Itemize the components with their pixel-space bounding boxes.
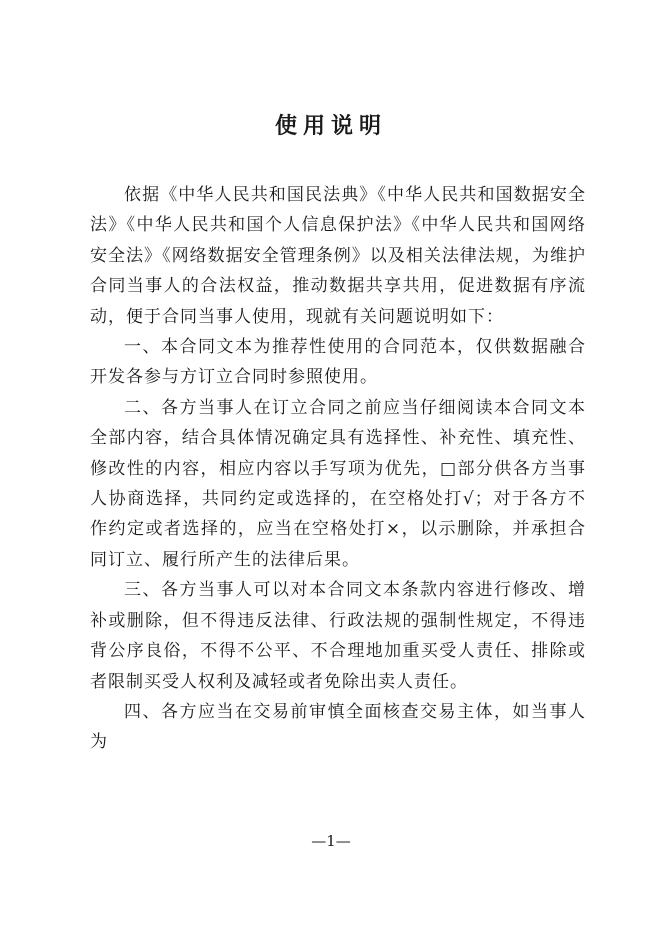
document-body <box>90 180 586 758</box>
page-title: 使用说明 <box>274 113 387 139</box>
page-number: —1— <box>311 832 351 850</box>
paragraph-item-4: 四、各方应当在交易前审慎全面核查交易主体，如当事人为 <box>90 701 586 753</box>
paragraph-item-3: 三、各方当事人可以对本合同文本条款内容进行修改、增补或删除，但不得违反法律、行政法规的强制性规定，不得违背公序良俗，不得不公平、不合理地加重买受人责任、排除或者限制买受人权利及减轻或者免除出卖人责任。 <box>90 580 586 692</box>
paragraph-item-1: 一、本合同文本为推荐性使用的合同范本，仅供数据融合开发各参与方订立合同时参照使用。 <box>90 337 586 388</box>
paragraph-intro: 依据《中华人民共和国民法典》《中华人民共和国数据安全法》《中华人民共和国个人信息保护法》《中华人民共和国网络安全法》《网络数据安全管理条例》以及相关法律法规，为维护合同当事人的合法权益，推动数据共享共用，促进数据有序流动，便于合同当事人使用，现就有关问题说明如下： <box>90 185 586 327</box>
paragraph-item-2: 二、各方当事人在订立合同之前应当仔细阅读本合同文本全部内容，结合具体情况确定具有选择性、补充性、填充性、修改性的内容，相应内容以手写项为优先，□部分供各方当事人协商选择，共同约定或选择的，在空格处打√；对于各方不作约定或者选择的，应当在空格处打×，以示删除，并承担合同订立、履行所产生的法律后果。 <box>90 397 586 570</box>
